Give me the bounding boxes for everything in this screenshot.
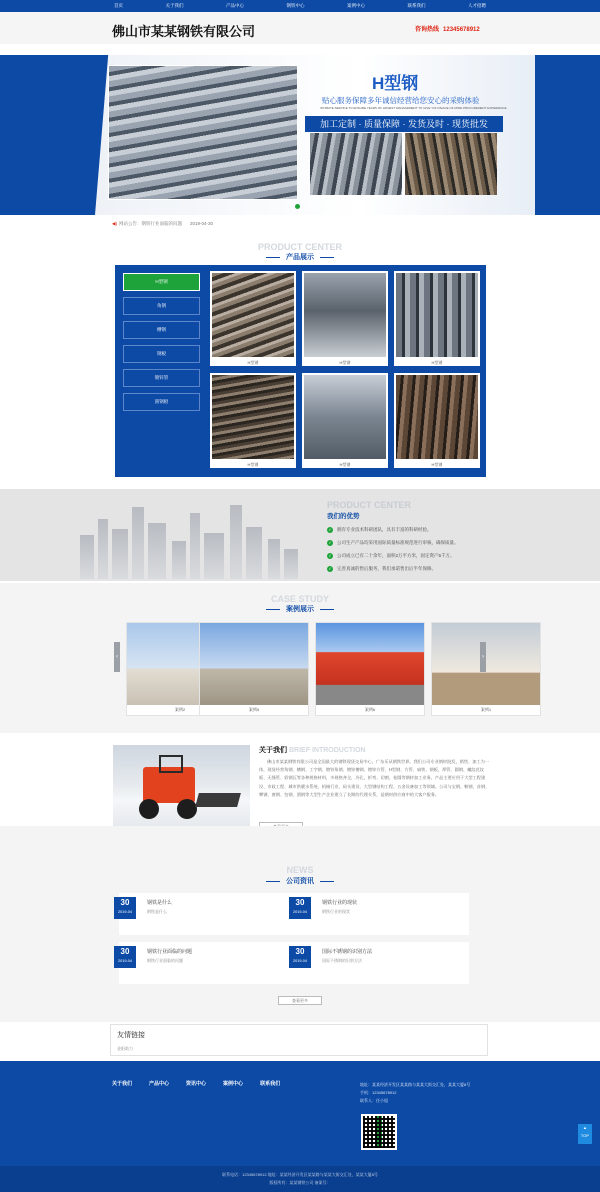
- news-date: 30 2019-04: [114, 946, 136, 968]
- category-plate[interactable]: 钢板: [123, 345, 200, 363]
- footer-info: [360, 1081, 470, 1105]
- news-desc: 钢铁行业面临的问题: [147, 958, 183, 963]
- link-item[interactable]: 金阳助力: [117, 1046, 133, 1051]
- about-text: 佛山市某某钢铁有限公司是全国最大的钢铁现货交易中心，广东乐从钢铁世界。我们公司专业钢材批发、销售、加工为一体，现货经营角钢、槽钢、工字钢、镀锌角钢、镀锌槽钢、镀锌方管、H型钢、方管、扁铁、钢板、焊管、圆钢、螺纹花纹板、无缝管、彩钢瓦等各种规格材料，多规格齐全，冷孔、折弯、切割，卷圆等钢材加工业务。产品主要应用于大型工程建设、市政工程、城市供暖水系统、机械行业、码头建设、大型钢结构工程、五金设备加工等领域。公司与宝钢、鞍钢、首钢、攀钢、唐钢、包钢、酒钢等大型生产企业建立了长期的代理关系，是钢材供应商中的大客户服务。: [259, 759, 490, 797]
- footer-phone: 手机：12345678912: [360, 1090, 397, 1095]
- friend-links: [110, 1024, 488, 1056]
- nav-about[interactable]: 关于我们: [165, 3, 184, 8]
- header: [0, 12, 600, 44]
- nav-jobs[interactable]: 人才招聘: [468, 3, 486, 8]
- footer-contact: 联系人：任小姐: [360, 1098, 388, 1103]
- copyright-bar: [0, 1166, 600, 1192]
- category-galvanized-pipe[interactable]: 镀锌管: [123, 369, 200, 387]
- advantage-text: 公司生产产品均采用国际质量标准规范进行审核，确保质量。: [337, 540, 459, 545]
- hotline-number: 12345678912: [443, 27, 480, 33]
- category-channel[interactable]: 槽钢: [123, 321, 200, 339]
- advantage-item: [327, 523, 459, 536]
- news-date: 30 2019-04: [289, 897, 311, 919]
- arrow-up-icon: ▲: [583, 1125, 587, 1130]
- footer: [0, 1061, 600, 1166]
- check-icon: ✓: [328, 540, 332, 545]
- news-title[interactable]: 国际不锈钢的识别方法: [322, 949, 373, 955]
- banner-photo-2: [310, 133, 402, 195]
- product-caption: H型钢: [431, 360, 443, 365]
- product-card[interactable]: [394, 373, 480, 468]
- advantage-cn-title: 我们的优势: [327, 513, 360, 520]
- case-card[interactable]: [199, 622, 309, 716]
- footer-nav-about[interactable]: 关于我们: [112, 1081, 133, 1087]
- banner-title: H型钢: [372, 74, 419, 93]
- speaker-icon: ◀): [112, 221, 117, 226]
- advantage-text: 完善真诚的售后服务，我们承诺售出后半年保修。: [337, 566, 436, 571]
- footer-nav-contact[interactable]: 联系我们: [260, 1081, 281, 1087]
- advantage-item: [327, 536, 459, 549]
- banner-subtitle: 贴心服务保障多年诚信经营给您安心的采购体验: [322, 96, 480, 105]
- back-to-top-button[interactable]: [578, 1124, 592, 1144]
- check-icon: ✓: [328, 527, 332, 532]
- case-image: [200, 623, 308, 705]
- slider-dot[interactable]: [295, 204, 300, 209]
- product-card[interactable]: [394, 271, 480, 366]
- product-card[interactable]: [210, 271, 296, 366]
- case-caption: 案例2: [174, 707, 186, 712]
- advantage-en-title: PRODUCT CENTER: [327, 500, 412, 510]
- product-grid: [210, 271, 482, 468]
- check-icon: ✓: [328, 566, 332, 571]
- advantage-section: [0, 489, 600, 581]
- banner-photo-3: [405, 133, 497, 195]
- cases-en-title: CASE STUDY: [270, 594, 329, 604]
- product-caption: H型钢: [247, 462, 259, 467]
- news-card[interactable]: [119, 942, 294, 984]
- news-date: 30 2019-04: [289, 946, 311, 968]
- footer-nav-products[interactable]: 产品中心: [149, 1081, 170, 1087]
- footer-nav-cases[interactable]: 案例中心: [223, 1081, 244, 1087]
- notice-date: 2019-04-30: [189, 221, 213, 226]
- news-title[interactable]: 钢铁行业面临的问题: [147, 949, 193, 955]
- product-image: [212, 375, 294, 459]
- product-card[interactable]: [302, 373, 388, 468]
- about-title-en: BRIEF INTRODUCTION: [289, 747, 366, 754]
- copyright-line-2: 版权所有：某某钢铁公司 备案号：: [269, 1180, 331, 1185]
- banner-en-line: INTIMATE SERVICE TO ENSURE YEARS OF HONEST MANAGEMENT TO GIVE YOU PEACE OF MIND PROCUREMENT EXPERIENCE: [320, 106, 507, 110]
- about-title-cn: 关于我们: [259, 747, 287, 754]
- city-skyline: [80, 499, 300, 579]
- product-caption: H型钢: [339, 360, 351, 365]
- footer-nav: [112, 1080, 280, 1087]
- product-image: [304, 273, 386, 357]
- company-name[interactable]: 佛山市某某钢铁有限公司: [112, 24, 256, 39]
- check-icon: ✓: [328, 553, 332, 558]
- advantage-item: [327, 562, 459, 575]
- product-image: [304, 375, 386, 459]
- top-nav: [0, 0, 600, 12]
- totop-label: TOP: [580, 1133, 590, 1138]
- news-desc: 国际不锈钢的识别方法: [322, 958, 362, 963]
- nav-contact[interactable]: 联系我们: [407, 3, 426, 8]
- case-caption: 案例5: [248, 707, 260, 712]
- product-image: [396, 273, 478, 357]
- product-caption: H型钢: [431, 462, 443, 467]
- news-card[interactable]: [294, 893, 469, 935]
- advantage-text: 拥有专业技术科研团队，具有丰富的科研经验。: [337, 527, 432, 532]
- nav-cases[interactable]: 案例中心: [347, 3, 365, 8]
- news-cn-title: 公司资讯: [0, 876, 600, 886]
- banner-slogan: 加工定制 · 质量保障 · 发货及时 · 现货批发: [320, 119, 488, 129]
- news-date: 30 2019-04: [114, 897, 136, 919]
- advantage-item: [327, 549, 459, 562]
- news-title[interactable]: 钢铁是什么: [147, 900, 173, 906]
- product-box: [115, 265, 486, 477]
- news-section: [0, 826, 600, 1022]
- about-image: [113, 745, 250, 837]
- category-round-plate[interactable]: 圆钢板: [123, 393, 200, 411]
- product-card[interactable]: [302, 271, 388, 366]
- cases-section: [0, 583, 600, 733]
- hotline: [415, 24, 480, 33]
- notice-label: 网站公告：: [118, 221, 142, 226]
- links-title: 友情链接: [117, 1032, 145, 1039]
- product-caption: H型钢: [339, 462, 351, 467]
- category-h-beam[interactable]: H型钢: [123, 273, 200, 291]
- category-angle[interactable]: 角钢: [123, 297, 200, 315]
- cases-cn-title: 案例展示: [0, 604, 600, 614]
- notice-bar: [112, 221, 492, 229]
- case-caption: 案例6: [364, 707, 376, 712]
- category-list: [123, 273, 200, 417]
- product-image: [212, 273, 294, 357]
- nav-products[interactable]: 产品中心: [226, 3, 244, 8]
- notice-title[interactable]: 钢铁行业面临的问题: [141, 221, 182, 226]
- case-card[interactable]: [315, 622, 425, 716]
- nav-steel[interactable]: 钢铁中心: [286, 3, 305, 8]
- product-image: [396, 375, 478, 459]
- advantage-text: 公司成立已有二十余年，面积2万平方米，固定资产5千万。: [337, 553, 455, 558]
- qr-code: [361, 1114, 397, 1150]
- advantage-list: [327, 523, 459, 575]
- news-more-button[interactable]: 查看更多: [278, 996, 322, 1005]
- news-card[interactable]: [294, 942, 469, 984]
- news-desc: 钢铁是什么: [147, 909, 167, 914]
- product-card[interactable]: [210, 373, 296, 468]
- case-image: [432, 623, 540, 705]
- case-next-arrow[interactable]: ›: [480, 642, 486, 672]
- news-en-title: NEWS: [286, 865, 314, 875]
- news-card[interactable]: [119, 893, 294, 935]
- nav-items: [110, 0, 490, 12]
- banner-photo-main: [108, 65, 298, 200]
- about-title: [259, 745, 366, 755]
- hero-banner[interactable]: [0, 55, 600, 215]
- products-en-title: PRODUCT CENTER: [257, 242, 342, 252]
- product-caption: H型钢: [247, 360, 259, 365]
- hotline-label: 咨询热线: [415, 27, 440, 33]
- nav-home[interactable]: 首页: [114, 3, 123, 8]
- banner-slogan-bar: [305, 116, 503, 132]
- case-prev-arrow[interactable]: ‹: [114, 642, 120, 672]
- products-cn-title: 产品展示: [0, 252, 600, 262]
- case-image: [316, 623, 424, 705]
- case-caption: 案例1: [480, 707, 492, 712]
- news-title[interactable]: 钢铁行业的现状: [322, 900, 358, 906]
- case-carousel: [126, 622, 492, 716]
- copyright-line-1: 联系电话：12345678912 地址：某某经济开发区某某路与某某大街交汇处，某某大厦8号: [222, 1172, 378, 1177]
- news-desc: 钢铁行业的现状: [322, 909, 350, 914]
- case-card[interactable]: [431, 622, 541, 716]
- footer-nav-news[interactable]: 资讯中心: [186, 1081, 207, 1087]
- footer-address: 地址：某某经济开发区某某路与某某大街交汇处，某某大厦8号: [360, 1082, 471, 1087]
